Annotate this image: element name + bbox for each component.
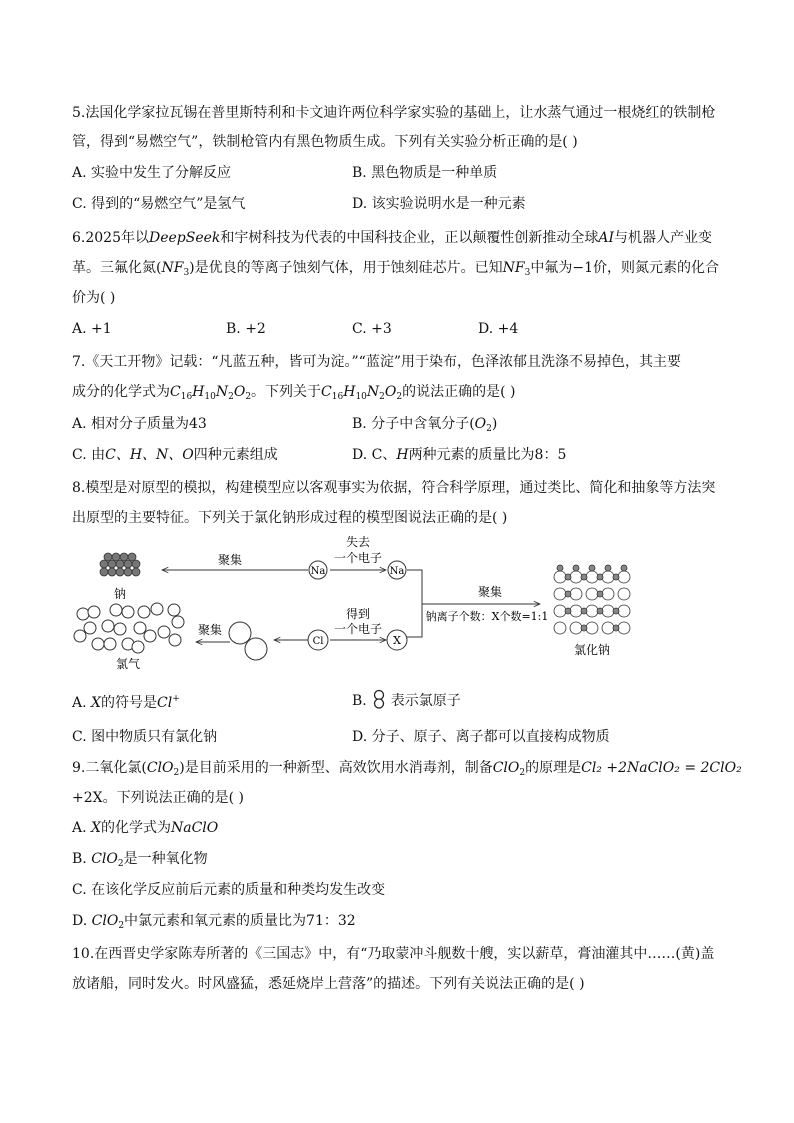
q6-subscript: 3 (183, 268, 190, 278)
q7-formula: $C_{16}H_{10}N_2O_2$ (170, 384, 252, 402)
gather-label-2: 聚集 (197, 623, 223, 637)
q6-option-c: C. +3 (352, 321, 392, 337)
q7-text: 的说法正确的是( ) (402, 384, 516, 400)
q6-text: )是优良的等离子蚀刻气体，用于蚀刻硅芯片。已知 (189, 260, 503, 276)
q9-stem-line1: 9.二氧化氯(ClO$_2$)是目前采用的一种新型、高效饮用水消毒剂，制备ClO$_2$的原理是Cl₂ +2NaClO₂ = 2ClO₂ (72, 760, 742, 778)
q10-stem-line2: 放诸船，同时发火。时风盛猛，悉延烧岸上营落”的描述。下列有关说法正确的是( ) (72, 976, 585, 992)
q6-text: 与机器人产业变 (614, 230, 713, 246)
q6-ai: AI (598, 230, 615, 246)
q7-option-a: A. 相对分子质量为43 (72, 416, 207, 432)
q9-option-c: C. 在该化学反应前后元素的质量和种类均发生改变 (72, 882, 386, 898)
sodium-chloride-label: 氯化钠 (573, 643, 611, 657)
q9-option-b: B. ClO$_2$是一种氧化物 (72, 851, 208, 869)
sodium-chloride-formation-diagram (60, 532, 740, 682)
q9-equation: Cl₂ +2NaClO₂ = 2ClO₂ (581, 760, 742, 776)
q6-text: 年以 (121, 230, 149, 246)
q7-stem-line1: 7.《天工开物》记载：“凡蓝五种，皆可为淀。”“蓝淀”用于染布，色泽浓郁且洗涤不易掉色，其主要 (72, 354, 681, 370)
q8-option-c: C. 图中物质只有氯化钠 (72, 729, 218, 745)
q6-text: 和宇树科技为代表的中国科技企业，正以颠覆性创新推动全球 (220, 230, 599, 246)
q6-stem-line2 (72, 258, 719, 283)
gather-label-3: 聚集 (477, 585, 503, 599)
q6-number: 6. (72, 230, 86, 246)
sodium-chloride-lattice (554, 565, 630, 634)
q8-option-a: A. X的符号是Cl+ (72, 694, 180, 711)
q8-option-b: B. 表示氯原子 (352, 689, 461, 711)
q5-option-d: D. 该实验说明水是一种元素 (352, 196, 526, 212)
na-atom-label: Na (310, 566, 326, 577)
one-electron-label-1: 一个电子 (333, 551, 383, 565)
combine-bracket (400, 570, 422, 637)
q7-stem-line2 (72, 382, 515, 407)
q7-text: 成分的化学式为 (72, 384, 170, 400)
q6-option-a: A. +1 (72, 321, 112, 337)
q6-text: 中氟为−1价，则氮元素的化合 (530, 260, 719, 276)
chlorine-molecule-icon (369, 689, 389, 709)
q8-stem-line1: 8.模型是对原型的模拟，构建模型应以客观事实为依据，符合科学原理，通过类比、简化和抽象等方法突 (72, 480, 716, 496)
sodium-metal-model (100, 553, 140, 576)
q5-stem-line2: 管，得到“易燃空气”，铁制枪管内有黑色物质生成。下列有关实验分析正确的是( ) (72, 134, 578, 150)
q6-formula: NF (161, 260, 184, 276)
q6-option-d: D. +4 (478, 321, 519, 337)
q5-option-a: A. 实验中发生了分解反应 (72, 165, 232, 181)
q9-option-d: D. ClO$_2$中氯元素和氧元素的质量比为71：32 (72, 913, 356, 931)
one-electron-label-2: 一个电子 (333, 622, 383, 636)
lose-label: 失去 (345, 535, 371, 549)
x-ion-label: X (393, 634, 401, 647)
q6-stem-line3: 价为( ) (72, 290, 116, 306)
q6-formula: NF (502, 260, 525, 276)
q7-text: 。下列关于 (251, 384, 322, 400)
q6-stem-line1 (72, 228, 712, 248)
q8-option-d: D. 分子、原子、离子都可以直接构成物质 (352, 729, 610, 745)
q6-year: 2025 (85, 230, 121, 246)
gain-label: 得到 (345, 607, 371, 621)
q9-option-a: A. X的化学式为NaClO (72, 820, 219, 836)
na-ion-label: Na (389, 566, 405, 577)
q8-stem-line2: 出原型的主要特征。下列关于氯化钠形成过程的模型图说法正确的是( ) (72, 510, 508, 526)
q10-stem-line1: 10.在西晋史学家陈寿所著的《三国志》中，有“乃取蒙冲斗舰数十艘，实以薪草，膏油灌其中……(黄)盖 (72, 946, 715, 962)
ratio-label: 钠离子个数：X个数=1:1 (425, 610, 549, 623)
q6-text: 革。三氟化氮( (72, 260, 162, 276)
q7-formula: $C_{16}H_{10}N_2O_2$ (321, 384, 403, 402)
q6-subscript: 3 (524, 268, 531, 278)
q7-option-b: B. 分子中含氧分子$(O_2)$ (352, 416, 498, 434)
q6-option-b: B. +2 (226, 321, 266, 337)
q7-option-d: D. C、H两种元素的质量比为8：5 (352, 447, 567, 463)
chlorine-gas-model (74, 603, 184, 653)
q5-stem-line1: 5.法国化学家拉瓦锡在普里斯特利和卡文迪许两位科学家实验的基础上，让水蒸气通过一根烧红的铁制枪 (72, 105, 716, 121)
gather-label-1: 聚集 (217, 553, 243, 567)
q5-option-b: B. 黑色物质是一种单质 (352, 165, 498, 181)
q5-option-c: C. 得到的“易燃空气”是氢气 (72, 196, 246, 212)
cl-atom-label: Cl (312, 636, 324, 647)
chlorine-molecule-atom-1 (229, 622, 251, 644)
chlorine-gas-label: 氯气 (115, 657, 141, 671)
chlorine-molecule-atom-2 (245, 638, 267, 660)
q9-stem-line2: +2X。下列说法正确的是( ) (72, 790, 244, 806)
q7-option-c: C. 由C、H、N、O四种元素组成 (72, 447, 278, 463)
sodium-label: 钠 (113, 587, 127, 601)
q6-deepseek: DeepSeek (149, 230, 221, 246)
